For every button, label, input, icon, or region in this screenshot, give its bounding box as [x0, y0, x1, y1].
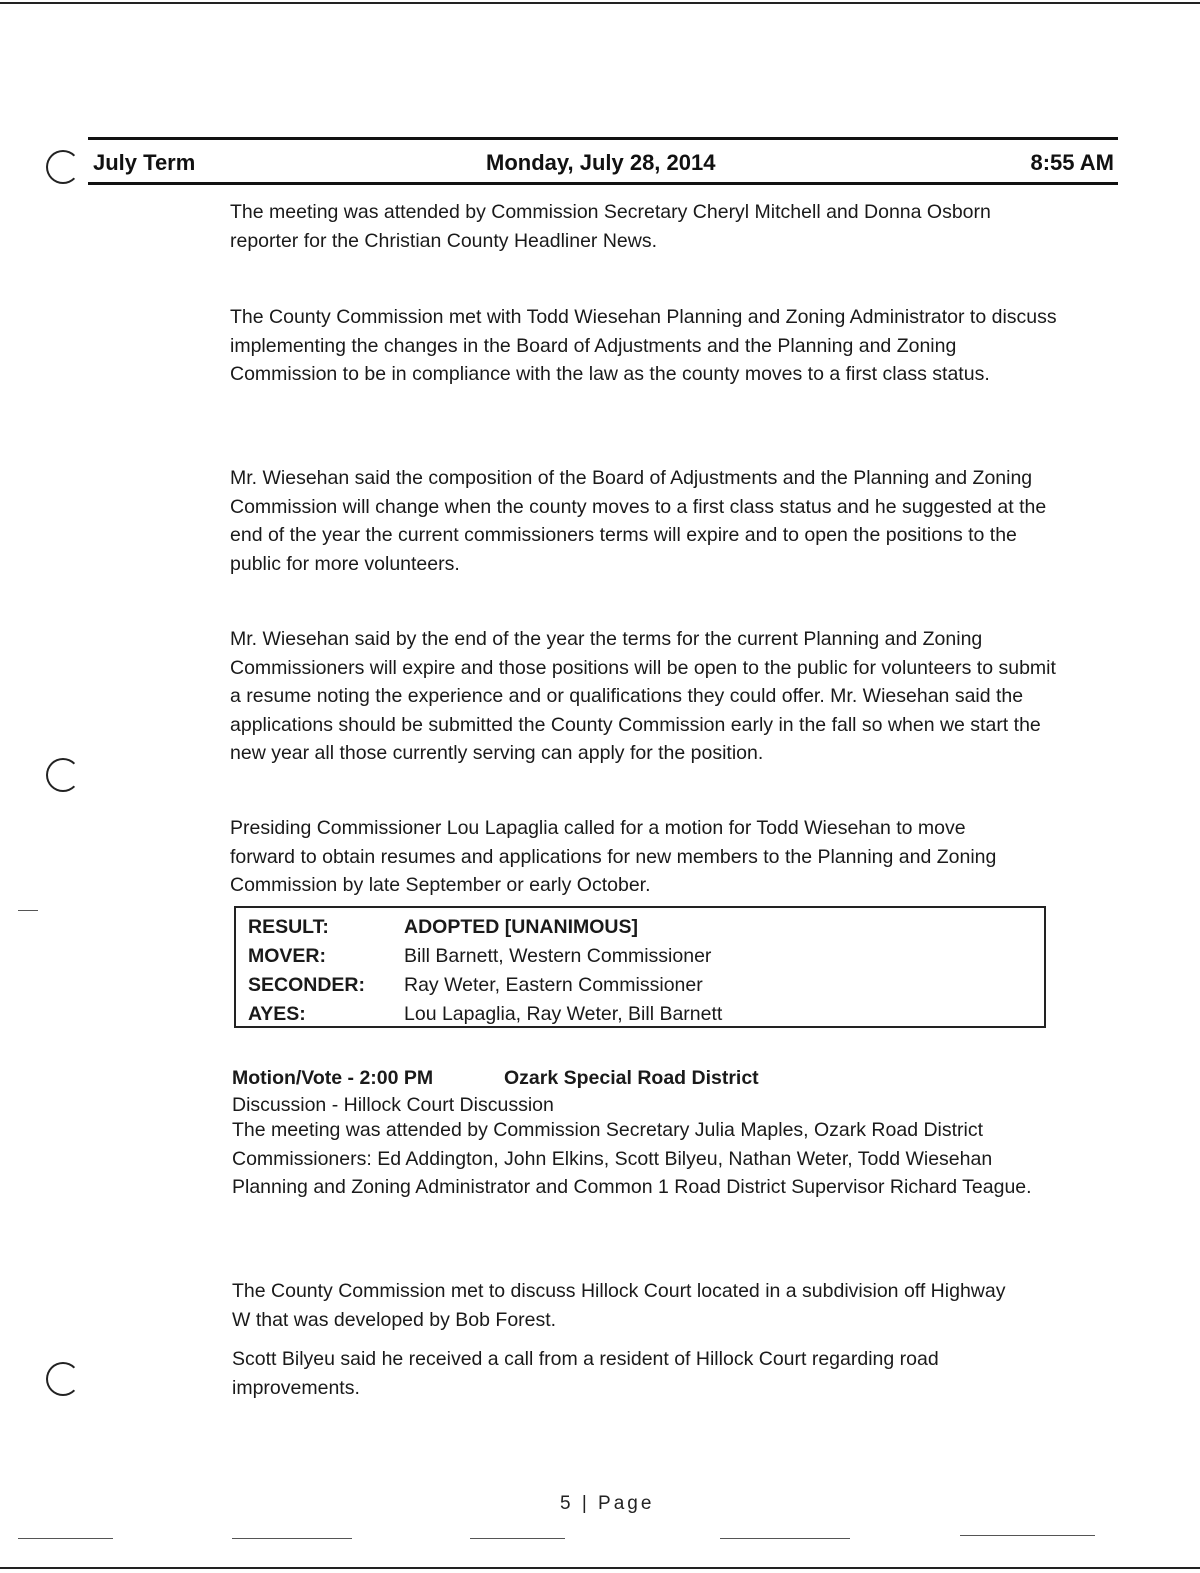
scan-edge-bottom [0, 1567, 1200, 1569]
paragraph: The meeting was attended by Commission Secretary Cheryl Mitchell and Donna Osborn reporter for the Christian County Headliner News. [230, 201, 991, 252]
paragraph: Presiding Commissioner Lou Lapaglia called for a motion for Todd Wiesehan to move forward to obtain resumes and applications for new members to the Planning and Zoning Commission by late September or early October. [230, 817, 997, 896]
scan-mark [960, 1535, 1095, 1536]
paragraph: The County Commission met to discuss Hillock Court located in a subdivision off Highway W that was developed by Bob Forest. [232, 1280, 1006, 1331]
header-rule [88, 137, 1118, 140]
paragraph: Mr. Wiesehan said by the end of the year the terms for the current Planning and Zoning Commissioners will expire and those positions will be open to the public for volunteers to submit a resume noting the experience and or qualifications they could offer. Mr. Wiesehan said the applications should be submitted the County Commission early in the fall so when we start the new year all those currently serving can apply for the position. [230, 628, 1056, 764]
section-heading [232, 1064, 759, 1092]
meeting-date: Monday, July 28, 2014 [486, 150, 716, 175]
vote-label: RESULT: [248, 916, 329, 938]
binder-hole-icon [46, 1362, 80, 1396]
discussion-line: Discussion - Hillock Court Discussion [232, 1094, 554, 1116]
vote-value: Bill Barnett, Western Commissioner [404, 945, 712, 967]
paragraph: Mr. Wiesehan said the composition of the Board of Adjustments and the Planning and Zoning Commission will change when the county moves to a first class status and he suggested at the end of the year the current commissioners terms will expire and to open the positions to the public for more volunteers. [230, 467, 1047, 575]
scan-mark [232, 1538, 352, 1539]
scan-edge-top [0, 2, 1200, 4]
vote-value: Lou Lapaglia, Ray Weter, Bill Barnett [404, 1003, 723, 1025]
vote-result-box [234, 906, 1046, 1028]
binder-hole-icon [46, 758, 80, 792]
binder-hole-icon [46, 150, 80, 184]
term-label: July Term [93, 150, 196, 175]
scan-mark [18, 1538, 113, 1539]
vote-label: SECONDER: [248, 974, 366, 996]
vote-value: Ray Weter, Eastern Commissioner [404, 974, 703, 996]
vote-value: ADOPTED [UNANIMOUS] [404, 916, 638, 938]
section-title: Ozark Special Road District [504, 1067, 759, 1089]
motion-vote-time: Motion/Vote - 2:00 PM [232, 1067, 434, 1089]
vote-label: MOVER: [248, 945, 326, 967]
meeting-time: 8:55 AM [1030, 150, 1114, 175]
vote-label: AYES: [248, 1003, 306, 1025]
scan-mark [720, 1538, 850, 1539]
header-rule [88, 182, 1118, 185]
paragraph: The County Commission met with Todd Wiesehan Planning and Zoning Administrator to discuss implementing the changes in the Board of Adjustments and the Planning and Zoning Commission to be in compliance with the law as the county moves to a first class status. [230, 306, 1057, 385]
scan-mark [470, 1538, 565, 1539]
paragraph: Scott Bilyeu said he received a call from a resident of Hillock Court regarding road improvements. [232, 1348, 939, 1399]
scan-mark [18, 910, 38, 911]
page-number: 5 | Page [560, 1493, 655, 1514]
paragraph: The meeting was attended by Commission Secretary Julia Maples, Ozark Road District Commissioners: Ed Addington, John Elkins, Scott Bilyeu, Nathan Weter, Todd Wiesehan Planning and Zoning Administrator and Common 1 Road District Supervisor Richard Teague. [232, 1119, 1032, 1198]
